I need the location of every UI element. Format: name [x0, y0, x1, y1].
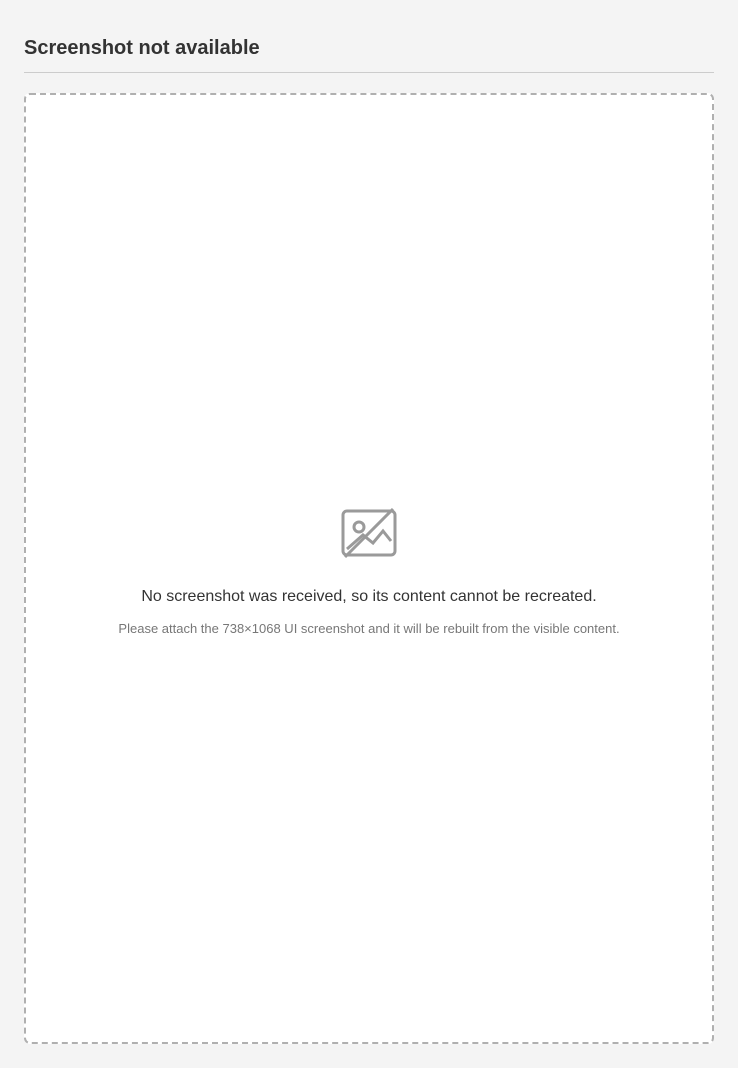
page-header	[24, 24, 714, 73]
placeholder-message: No screenshot was received, so its content cannot be recreated.	[141, 588, 597, 605]
image-missing-icon	[337, 501, 401, 565]
placeholder-panel	[24, 93, 714, 1044]
placeholder-hint: Please attach the 738×1068 UI screenshot and it will be rebuilt from the visible content.	[118, 621, 620, 636]
page-title: Screenshot not available	[24, 36, 260, 59]
